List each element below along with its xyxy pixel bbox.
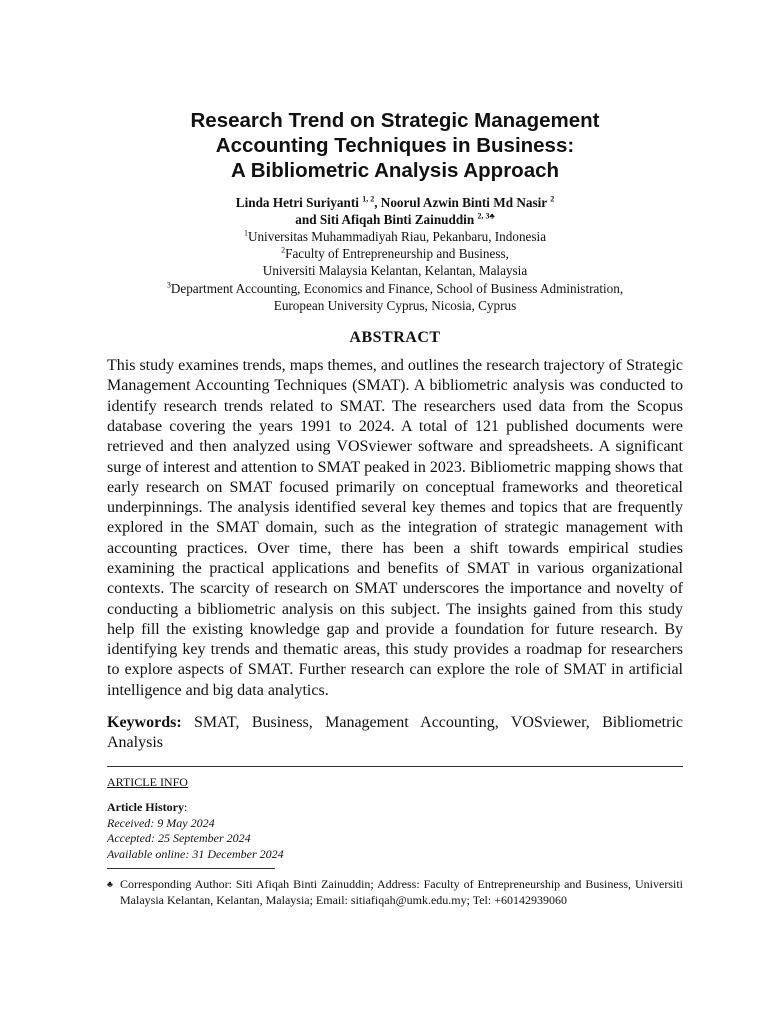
abstract-heading: ABSTRACT [349,329,441,347]
accepted-date: Accepted: 25 September 2024 [107,831,251,846]
footnote-text: Corresponding Author: Siti Afiqah Binti Zainuddin; Address: Faculty of Entrepreneurship and Business, Universiti Malaysia Kelantan, Kelantan, Malaysia; Email: sitiafiqah@umk.edu.my; Tel: +60142939060 [120,877,683,907]
footnote-divider [107,868,275,869]
abstract-body: This study examines trends, maps themes, and outlines the research trajectory of Strategic Management Accounting Techniques (SMAT). A bibliometric analysis was conducted to identify research trends related to SMAT. The researchers used data from the Scopus database covering the years 1991 to 2024. A total of 121 published documents were retrieved and then analyzed using VOSviewer software and spreadsheets. A significant surge of interest and attention to SMAT peaked in 2023. Bibliometric mapping shows that early research on SMAT focused primarily on conceptual frameworks and theoretical underpinnings. The analysis identified several key themes and topics that are frequently explored in the SMAT domain, such as the integration of strategic management with accounting practices. Over time, there has been a shift towards empirical studies examining the practical applications and benefits of SMAT in various organizational contexts. The scarcity of research on SMAT underscores the importance and novelty of conducting a bibliometric analysis on this subject. The insights gained from this study help fill the existing knowledge gap and provide a foundation for future research. By identifying key trends and thematic areas, this study provides a roadmap for researchers to explore aspects of SMAT. Further research can explore the role of SMAT in artificial intelligence and big data analytics. [107,357,683,699]
club-icon: ♣ [107,879,113,890]
affiliation-3: $^3$Department Accounting, Economics and Finance, School of Business Administration, [166,280,624,296]
author-line-2 [107,211,683,228]
author-list [107,194,683,228]
article-history-label: Article History: [107,800,188,815]
title-line-3: A Bibliometric Analysis Approach [230,159,560,182]
paper-page [107,108,683,908]
section-divider [107,766,683,767]
author-1: Linda Hetri Suriyanti [235,195,359,210]
keywords-label: Keywords: [107,714,182,732]
corresponding-author-footnote [107,877,683,908]
author-3: and Siti Afiqah Binti Zainuddin [295,212,475,227]
received-date: Received: 9 May 2024 [107,815,215,830]
title-line-1: Research Trend on Strategic Management [190,109,600,132]
author-1-affil: 1, 2 [362,194,375,204]
author-3-affil: 2, 3♣ [477,211,495,221]
keywords-text: SMAT, Business, Management Accounting, VOSviewer, Bibliometric Analysis [107,714,683,752]
affiliation-2-cont: Universiti Malaysia Kelantan, Kelantan, Malaysia [262,263,528,279]
author-2: , Noorul Azwin Binti Md Nasir [374,195,547,210]
article-info-heading: ARTICLE INFO [107,774,188,789]
article-info [107,775,683,863]
online-date: Available online: 31 December 2024 [107,846,284,861]
affiliation-2: $^2$Faculty of Entrepreneurship and Business, [281,245,509,262]
paper-title [107,108,683,183]
keywords [107,713,683,754]
affiliation-3-cont: European University Cyprus, Nicosia, Cyprus [273,297,517,313]
author-line-1 [107,194,683,211]
affiliation-1: $^1$Universitas Muhammadiyah Riau, Pekanbaru, Indonesia [243,228,547,244]
affiliations [107,228,683,314]
author-2-affil: 2 [550,194,555,204]
title-line-2: Accounting Techniques in Business: [215,134,575,157]
